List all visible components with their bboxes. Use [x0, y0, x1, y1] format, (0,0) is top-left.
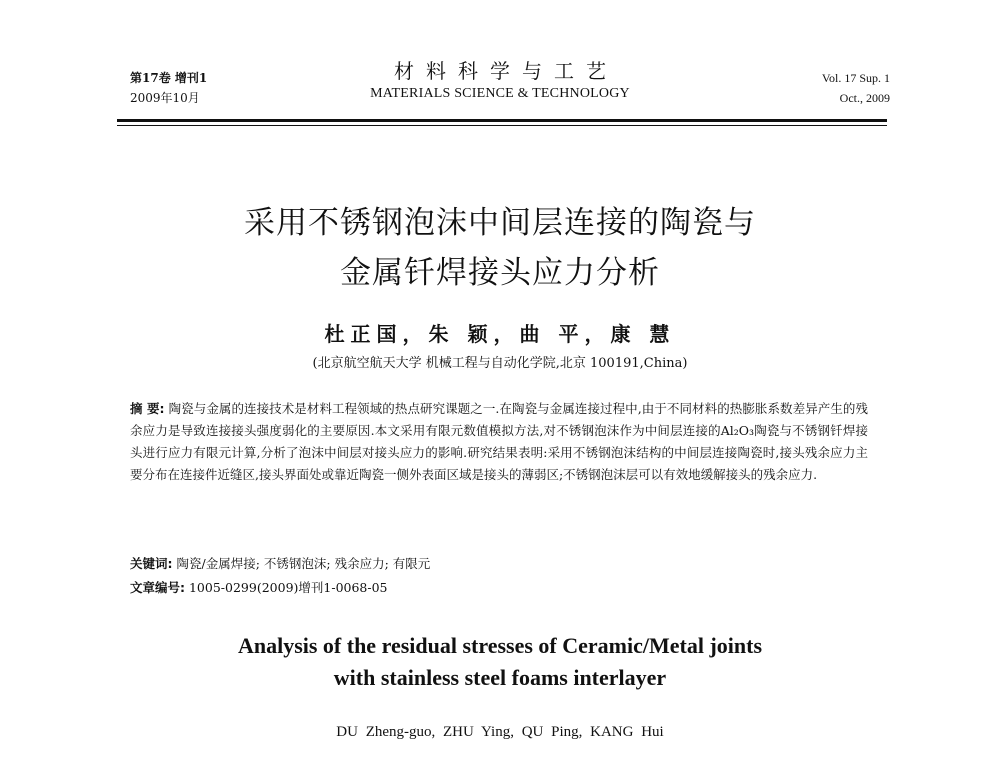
keywords	[130, 554, 430, 574]
article-number-text: 1005-0299(2009)增刊1-0068-05	[188, 580, 388, 595]
date-en: Oct., 2009	[839, 91, 890, 105]
volume-en: Vol. 17 Sup. 1	[821, 71, 890, 85]
keywords-text: 陶瓷/金属焊接; 不锈钢泡沫; 残余应力; 有限元	[176, 556, 431, 571]
date-cn: 2009年10月	[130, 91, 200, 105]
abstract-label: 摘 要:	[130, 401, 165, 416]
keywords-label: 关键词:	[130, 556, 173, 571]
paper-title-cn	[0, 198, 1000, 298]
title-cn-line2: 金属钎焊接头应力分析	[340, 255, 660, 291]
journal-name-cn: 材料科学与工艺	[394, 59, 618, 83]
volume-cn: 第17卷 增刊1	[130, 71, 208, 85]
title-cn-line1: 采用不锈钢泡沫中间层连接的陶瓷与	[244, 205, 756, 241]
abstract-cn	[130, 398, 868, 486]
authors-en: DU Zheng-guo, ZHU Ying, QU Ping, KANG Hui	[336, 724, 664, 740]
article-number-label: 文章编号:	[130, 580, 185, 595]
header-rule-thick	[117, 119, 887, 122]
paper-title-en	[0, 630, 1000, 694]
affiliation-cn: (北京航空航天大学 机械工程与自动化学院,北京 100191,China)	[312, 356, 688, 371]
journal-name-en: MATERIALS SCIENCE & TECHNOLOGY	[370, 86, 630, 101]
authors-cn: 杜正国，朱 颖，曲 平，康 慧	[324, 322, 676, 346]
header-right	[822, 68, 890, 108]
abstract-text: 陶瓷与金属的连接技术是材料工程领域的热点研究课题之一.在陶瓷与金属连接过程中,由于不同材料的热膨胀系数差异产生的残余应力是导致连接接头强度弱化的主要原因.本文采用有限元数值模拟方法,对不锈钢泡沫作为中间层连接的Al₂O₃陶瓷与不锈钢钎焊接头进行应力有限元计算,分析了泡沫中间层对接头应力的影响.研究结果表明:采用不锈钢泡沫结构的中间层连接陶瓷时,接头残余应力主要分布在连接件近缝区,接头界面处或靠近陶瓷一侧外表面区域是接头的薄弱区;不锈钢泡沫层可以有效地缓解接头的残余应力.	[130, 401, 868, 482]
header-rule-thin	[117, 125, 887, 126]
article-number	[130, 578, 388, 598]
title-en-line2: with stainless steel foams interlayer	[333, 665, 667, 690]
title-en-line1: Analysis of the residual stresses of Ceramic/Metal joints	[237, 633, 763, 658]
